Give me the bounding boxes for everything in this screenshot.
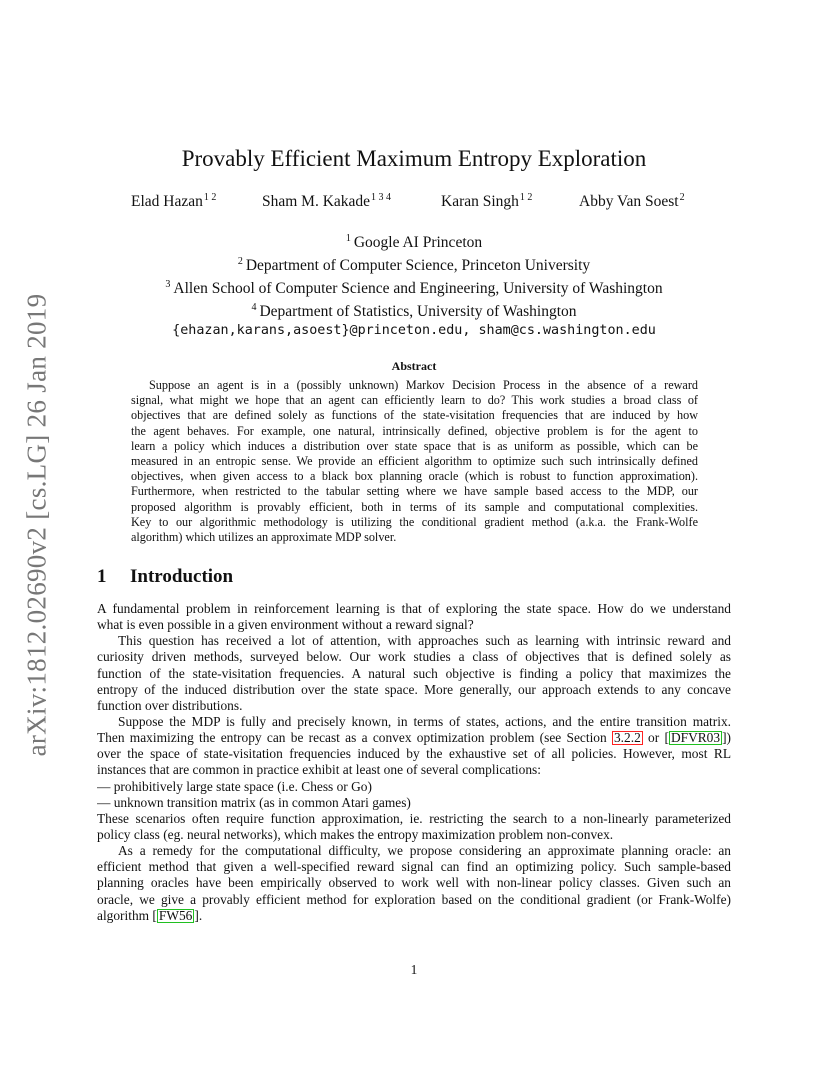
body-line: over the space of state-visitation frequencies induced by the exhaustive set of all policies. However, most RL: [97, 746, 731, 762]
abstract-line: signal, what might we hope that an agent can efficiently learn to do? This work studies a broad class of: [131, 393, 698, 408]
body-line: [97, 730, 731, 746]
body-line: instances that are common in practice exhibit at least one of several complications:: [97, 762, 541, 778]
affiliation: [0, 252, 828, 275]
abstract-line: objectives that are defined solely as functions of the state-visitation frequencies that are induced by how: [131, 408, 698, 423]
abstract-line: learn a policy which induces a distribution over state space that is as uniform as possible, which can be: [131, 438, 698, 453]
citation-link[interactable]: DFVR03: [670, 730, 721, 746]
body-line: policy class (eg. neural networks), which makes the entropy maximization problem non-convex.: [97, 826, 614, 842]
author-name: Karan Singh: [441, 193, 519, 210]
abstract-line: the agent behaves. For example, one natural, intrinsically defined, objective problem is for the agent to: [131, 423, 698, 438]
affiliation: [0, 275, 828, 298]
body-line: efficient method that given a well-specified reward signal can find an optimizing policy. Such sample-based: [97, 859, 731, 875]
body-line: function of the state-visitation frequencies. A natural such objective is finding a policy that maximizes the: [97, 665, 731, 681]
abstract-line: Suppose an agent is in a (possibly unknown) Markov Decision Process in the absence of a reward: [149, 378, 698, 392]
body-line: These scenarios often require function approximation, ie. restricting the search to a non-linearly parameterized: [97, 810, 731, 826]
author-list: [0, 192, 828, 214]
author: [579, 192, 685, 211]
body-line: As a remedy for the computational difficulty, we propose considering an approximate planning oracle: an: [118, 843, 731, 859]
body-line: — unknown transition matrix (as in common Atari games): [97, 794, 411, 810]
affiliation-text: Google AI Princeton: [353, 234, 483, 251]
body-line: This question has received a lot of attention, with approaches such as learning with intrinsic reward and: [118, 633, 731, 649]
section-title: Introduction: [130, 566, 234, 587]
body-line: entropy of the induced distribution over the state space. More generally, our approach extends to any concave: [97, 681, 731, 697]
body-line: Suppose the MDP is fully and precisely known, in terms of states, actions, and the entire transition matrix.: [118, 713, 731, 729]
affiliation-text: Department of Computer Science, Princeton University: [245, 257, 591, 274]
abstract-heading: Abstract: [391, 359, 437, 373]
section-reference-link[interactable]: 3.2.2: [613, 730, 641, 746]
section-number: 1: [97, 566, 107, 587]
body-line: curiosity driven methods, surveyed below. Our work studies a class of objectives that is defined solely as: [97, 649, 731, 665]
arxiv-identifier: arXiv:1812.02690v2 [cs.LG] 26 Jan 2019: [21, 293, 52, 757]
author-name: Elad Hazan: [131, 193, 203, 210]
author: [131, 192, 216, 211]
abstract-line: Furthermore, when restricted to the tabular setting where we have sample based access to the MDP, our: [131, 484, 698, 499]
body-line: A fundamental problem in reinforcement learning is that of exploring the state space. How do we understand: [97, 601, 731, 616]
affiliation-mark: 4: [251, 302, 257, 313]
author: [262, 192, 391, 211]
body-line: what is even possible in a given environment without a reward signal?: [97, 617, 474, 633]
body-line: planning oracles have been empirically observed to work well with non-linear policy classes. Given such an: [97, 875, 731, 891]
author-name: Sham M. Kakade: [262, 193, 371, 210]
introduction-body: [97, 601, 731, 924]
affiliation: [0, 229, 828, 252]
author-affiliation-mark: 1 2: [519, 192, 533, 203]
body-line: oracle, we give a provably efficient method for exploration based on the conditional gradient (or Frank-Wolfe): [97, 891, 731, 907]
author: [441, 192, 532, 211]
body-line: [97, 908, 731, 924]
author-affiliation-mark: 1 3 4: [371, 192, 392, 203]
body-line: — prohibitively large state space (i.e. Chess or Go): [97, 778, 372, 794]
author-affiliation-mark: 1 2: [203, 192, 217, 203]
abstract-line: proposed algorithm is provably efficient, both in terms of its sample and computational complexities.: [131, 499, 698, 514]
author-affiliation-mark: 2: [679, 192, 685, 203]
text-segment: ]): [722, 730, 731, 746]
citation-link[interactable]: FW56: [158, 907, 193, 923]
affiliation-text: Allen School of Computer Science and Engineering, University of Washington: [173, 280, 663, 297]
text-segment: or [: [642, 730, 669, 746]
paper-title: Provably Efficient Maximum Entropy Exploration: [181, 146, 647, 171]
text-segment: Then maximizing the entropy can be recast as a convex optimization problem (see Section: [97, 730, 612, 746]
affiliation-text: Department of Statistics, University of Washington: [259, 303, 577, 320]
body-line: function over distributions.: [97, 697, 243, 713]
section-heading: [97, 566, 233, 588]
abstract-body: [131, 378, 698, 545]
text-segment: ].: [194, 907, 203, 923]
abstract-line: objectives, when given access to a black box planning oracle (which is robust to function approximation).: [131, 469, 698, 484]
affiliation-mark: 2: [237, 256, 243, 267]
page-number: 1: [410, 962, 418, 977]
abstract-line: Key to our algorithmic methodology is utilizing the conditional gradient method (a.k.a. the Frank-Wolfe: [131, 514, 698, 529]
abstract-line: measured in an entropic sense. We provide an efficient algorithm to optimize such such intrinsically defined: [131, 453, 698, 468]
text-segment: algorithm [: [97, 907, 157, 923]
affiliation-list: [0, 229, 828, 341]
author-name: Abby Van Soest: [579, 193, 679, 210]
affiliation: [0, 298, 828, 321]
affiliation-mark: 1: [345, 233, 351, 244]
author-emails: {ehazan,karans,asoest}@princeton.edu, sham@cs.washington.edu: [172, 323, 656, 338]
abstract-line: algorithm) which utilizes an approximate MDP solver.: [131, 529, 397, 544]
affiliation-mark: 3: [165, 279, 171, 290]
